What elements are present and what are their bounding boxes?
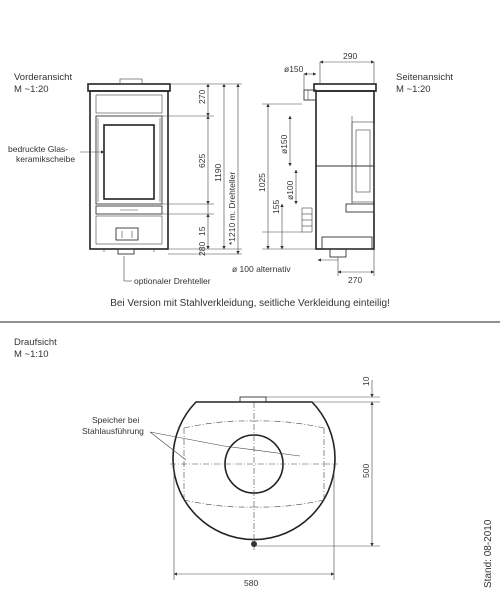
front-dim-15: 15	[197, 226, 207, 236]
front-view-stove-body	[88, 79, 170, 254]
front-view-scale: M ~1:20	[14, 84, 49, 95]
side-door-profile	[352, 122, 374, 202]
top-dim-500: 500	[361, 463, 371, 478]
side-top-cap	[314, 84, 376, 91]
side-dim-d100: ø100	[285, 180, 295, 200]
side-view-scale: M ~1:20	[396, 84, 431, 95]
front-body-outline	[90, 91, 168, 249]
storage-label-line2: Stahlausführung	[82, 426, 144, 436]
front-dim-270: 270	[197, 89, 207, 104]
front-view	[8, 72, 242, 286]
front-view-title: Vorderansicht	[14, 72, 73, 83]
side-dim-d150-side: ø150	[279, 134, 289, 154]
glass-label-line2: keramikscheibe	[16, 154, 76, 164]
side-dim-270: 270	[348, 275, 363, 285]
front-dimensions	[162, 84, 242, 256]
front-dim-625: 625	[197, 153, 207, 168]
front-door-frame	[96, 116, 162, 204]
top-view-scale: M ~1:10	[14, 349, 49, 360]
storage-label-line1: Speicher bei	[92, 415, 140, 425]
top-dim-580: 580	[244, 578, 259, 588]
top-dim-10: 10	[361, 376, 371, 386]
front-base-detail	[116, 228, 138, 240]
side-body-outline	[316, 91, 374, 249]
stand-date: Stand: 08-2010	[483, 519, 494, 588]
front-glass-panel	[104, 125, 154, 199]
side-dim-290: 290	[343, 51, 358, 61]
side-dim-155: 155	[271, 199, 281, 214]
top-view-stove-outline	[170, 397, 338, 550]
front-top-cap	[88, 84, 170, 91]
top-view	[14, 337, 380, 588]
front-upper-panel	[96, 95, 162, 113]
side-view	[232, 51, 453, 285]
side-dim-d150-top: ø150	[284, 64, 304, 74]
side-ash-drawer	[346, 204, 374, 212]
side-alt-outlet	[330, 249, 346, 257]
side-view-stove-body	[302, 84, 376, 257]
steel-version-note: Bei Version mit Stahlverkleidung, seitliche Verkleidung einteilig!	[110, 298, 390, 309]
side-dim-1025: 1025	[257, 173, 267, 192]
front-dim-1190: 1190	[213, 163, 223, 182]
side-alt-label: ø 100 alternativ	[232, 264, 291, 274]
side-view-title: Seitenansicht	[396, 72, 454, 83]
top-view-title: Draufsicht	[14, 337, 57, 348]
side-base	[322, 237, 372, 249]
front-dim-1210: *1210 m. Drehteller	[227, 171, 237, 245]
front-dim-280: 280	[197, 241, 207, 256]
glass-label-line1: bedruckte Glas-	[8, 144, 68, 154]
turntable-label: optionaler Drehteller	[134, 276, 211, 286]
